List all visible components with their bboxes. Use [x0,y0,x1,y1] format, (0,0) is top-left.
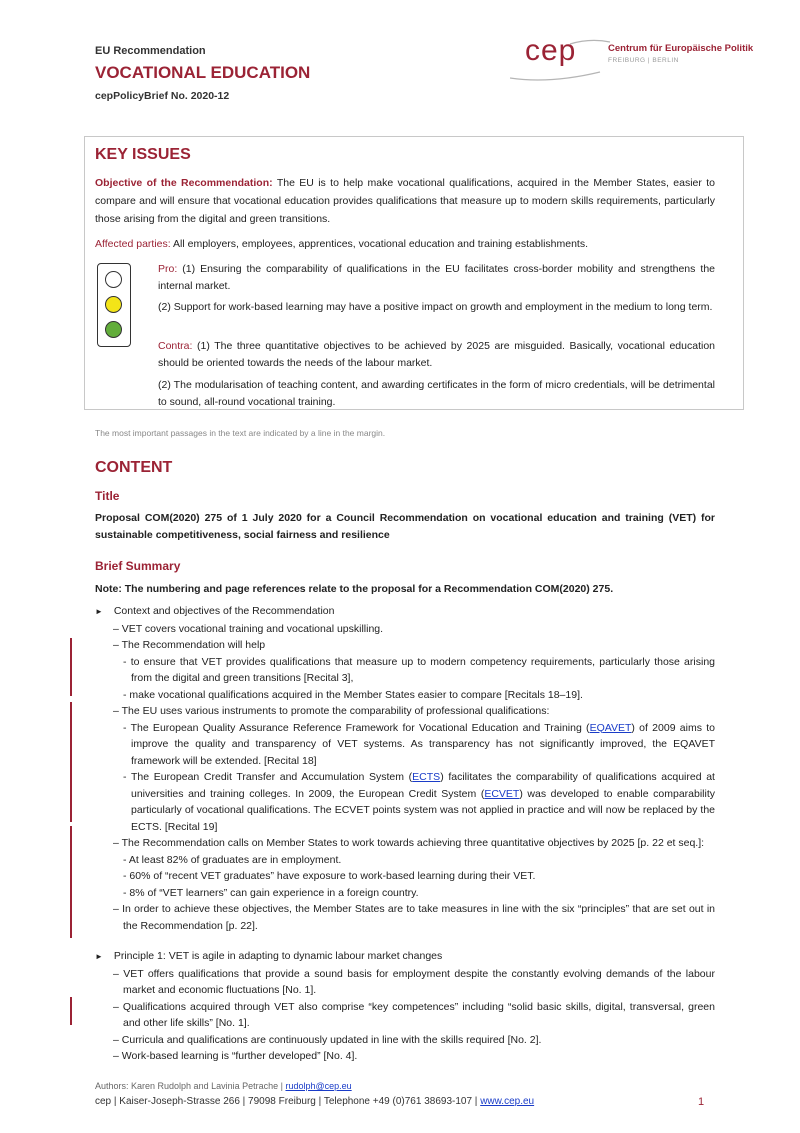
list-item: – Work-based learning is “further developed” [No. 4]. [113,1050,358,1062]
traffic-light-icon [97,263,131,347]
list-subitem: - to ensure that VET provides qualifications that measure up to modern competency requirements, particularly those arising from the digital and green transitions [Recital 3], [123,655,715,684]
contra-1: Contra: (1) The three quantitative objectives to be achieved by 2025 are misguided. Basically, vocational education should be oriented towards the needs of the labour market. [158,340,715,369]
list-item: – VET covers vocational training and vocational upskilling. [113,622,384,635]
footer-address: cep | Kaiser-Joseph-Strasse 266 | 79098 Freiburg | Telephone +49 (0)761 38693-107 | www.cep.eu [95,1096,535,1107]
website-link[interactable]: www.cep.eu [480,1096,535,1107]
margin-line [70,638,72,696]
document-kicker: EU Recommendation [95,45,206,57]
email-link[interactable]: rudolph@cep.eu [285,1081,352,1091]
summary-note: Note: The numbering and page references relate to the proposal for a Recommendation COM(2020) 275. [95,583,614,595]
contra-2: (2) The modularisation of teaching content, and awarding certificates in the form of micro credentials, will be detrimental to sound, all-round vocational training. [158,379,715,408]
ecvet-link[interactable]: ECVET [484,787,520,800]
objective-label: Objective of the Recommendation: [95,177,273,189]
footer-authors: Authors: Karen Rudolph and Lavinia Petrache | rudolph@cep.eu [95,1081,352,1091]
pro-label: Pro: [158,263,178,275]
list-subitem: - The European Quality Assurance Reference Framework for Vocational Education and Training (EQAVET) of 2009 aims to improve the quality and transparency of VET systems. As transparency has not significantly improved, the EQAVET framework will be extended. [Recital 18] [123,721,715,767]
summary-subheading: Brief Summary [95,559,181,573]
title-subheading: Title [95,489,120,503]
list-item: – The Recommendation calls on Member States to work towards achieving three quantitative objectives by 2025 [p. 22 et seq.]: [113,837,705,849]
list-item: – Qualifications acquired through VET also comprise “key competences” including “solid basic skills, digital, transversal, green and other life skills” [No. 1]. [113,1000,715,1029]
list-subitem: - The European Credit Transfer and Accumulation System (ECTS) facilitates the comparability of qualifications acquired at universities and training colleges. In 2009, the European Credit System (ECVET) was developed to enable comparability particularly of vocational qualifications. The ECVET points system was not applied in practice and will now be replaced by the ECTS. [Recital 19] [123,771,715,833]
list-item: – The Recommendation will help [113,639,266,651]
logo-name: Centrum für Europäische Politik [608,43,754,54]
light-yellow [105,296,122,313]
objective-text: The EU is to help make vocational qualifications, acquired in the Member States, easier to compare and will ensure that vocational education provides qualifications that measure up to modern skills requirements, particularly those arising from the digital and green transitions. [95,177,715,225]
section-principle-1 [95,948,715,1065]
light-green [105,321,122,338]
section-context [95,603,715,934]
list-subitem: - 60% of “recent VET graduates” have exposure to work-based learning during their VET. [123,870,536,882]
margin-line [70,826,72,938]
logo-text: cep [525,34,577,67]
light-white [105,271,122,288]
logo-city: FREIBURG | BERLIN [608,57,679,64]
list-subitem: - 8% of “VET learners” can gain experience in a foreign country. [123,886,419,899]
list-item: – Curricula and qualifications are continuously updated in line with the skills required [No. 2]. [113,1033,542,1046]
list-item: – VET offers qualifications that provide a sound basis for employment despite the constantly evolving demands of the labour market and economic fluctuations [No. 1]. [113,967,715,996]
margin-line [70,997,72,1025]
arrow-bullet-icon: ► [95,952,103,961]
document-title: VOCATIONAL EDUCATION [95,63,311,82]
brief-number: cepPolicyBrief No. 2020-12 [95,90,230,102]
content-heading: CONTENT [95,459,173,476]
objective-paragraph [95,174,715,228]
margin-note: The most important passages in the text are indicated by a line in the margin. [95,428,386,438]
list-subitem: - make vocational qualifications acquired in the Member States easier to compare [Recitals 18–19]. [123,688,583,701]
affected-text: All employers, employees, apprentices, vocational education and training establishments. [173,238,589,250]
affected-label: Affected parties: [95,238,171,250]
section-heading: ► Context and objectives of the Recommendation [95,605,335,617]
pro-2: (2) Support for work-based learning may have a positive impact on growth and employment in the medium to long term. [158,301,713,313]
pro-1: Pro: (1) Ensuring the comparability of qualifications in the EU facilitates cross-border mobility and strengthens the internal market. [158,263,715,292]
arrow-bullet-icon: ► [95,607,103,616]
proposal-title: Proposal COM(2020) 275 of 1 July 2020 for a Council Recommendation on vocational education and training (VET) for sustainable competitiveness, social fairness and resilience [95,512,715,541]
page-number: 1 [698,1096,705,1108]
eqavet-link[interactable]: EQAVET [589,721,632,734]
ects-link[interactable]: ECTS [412,771,441,783]
list-item: – The EU uses various instruments to promote the comparability of professional qualifications: [113,705,550,717]
key-issues-heading: KEY ISSUES [95,146,191,163]
affected-paragraph [95,235,715,253]
list-subitem: - At least 82% of graduates are in employment. [123,853,342,866]
contra-label: Contra: [158,340,193,352]
list-item: – In order to achieve these objectives, the Member States are to take measures in line with the six “principles” that are set out in the Recommendation [p. 22]. [113,903,715,932]
margin-line [70,702,72,822]
section-heading: ► Principle 1: VET is agile in adapting to dynamic labour market changes [95,950,443,962]
